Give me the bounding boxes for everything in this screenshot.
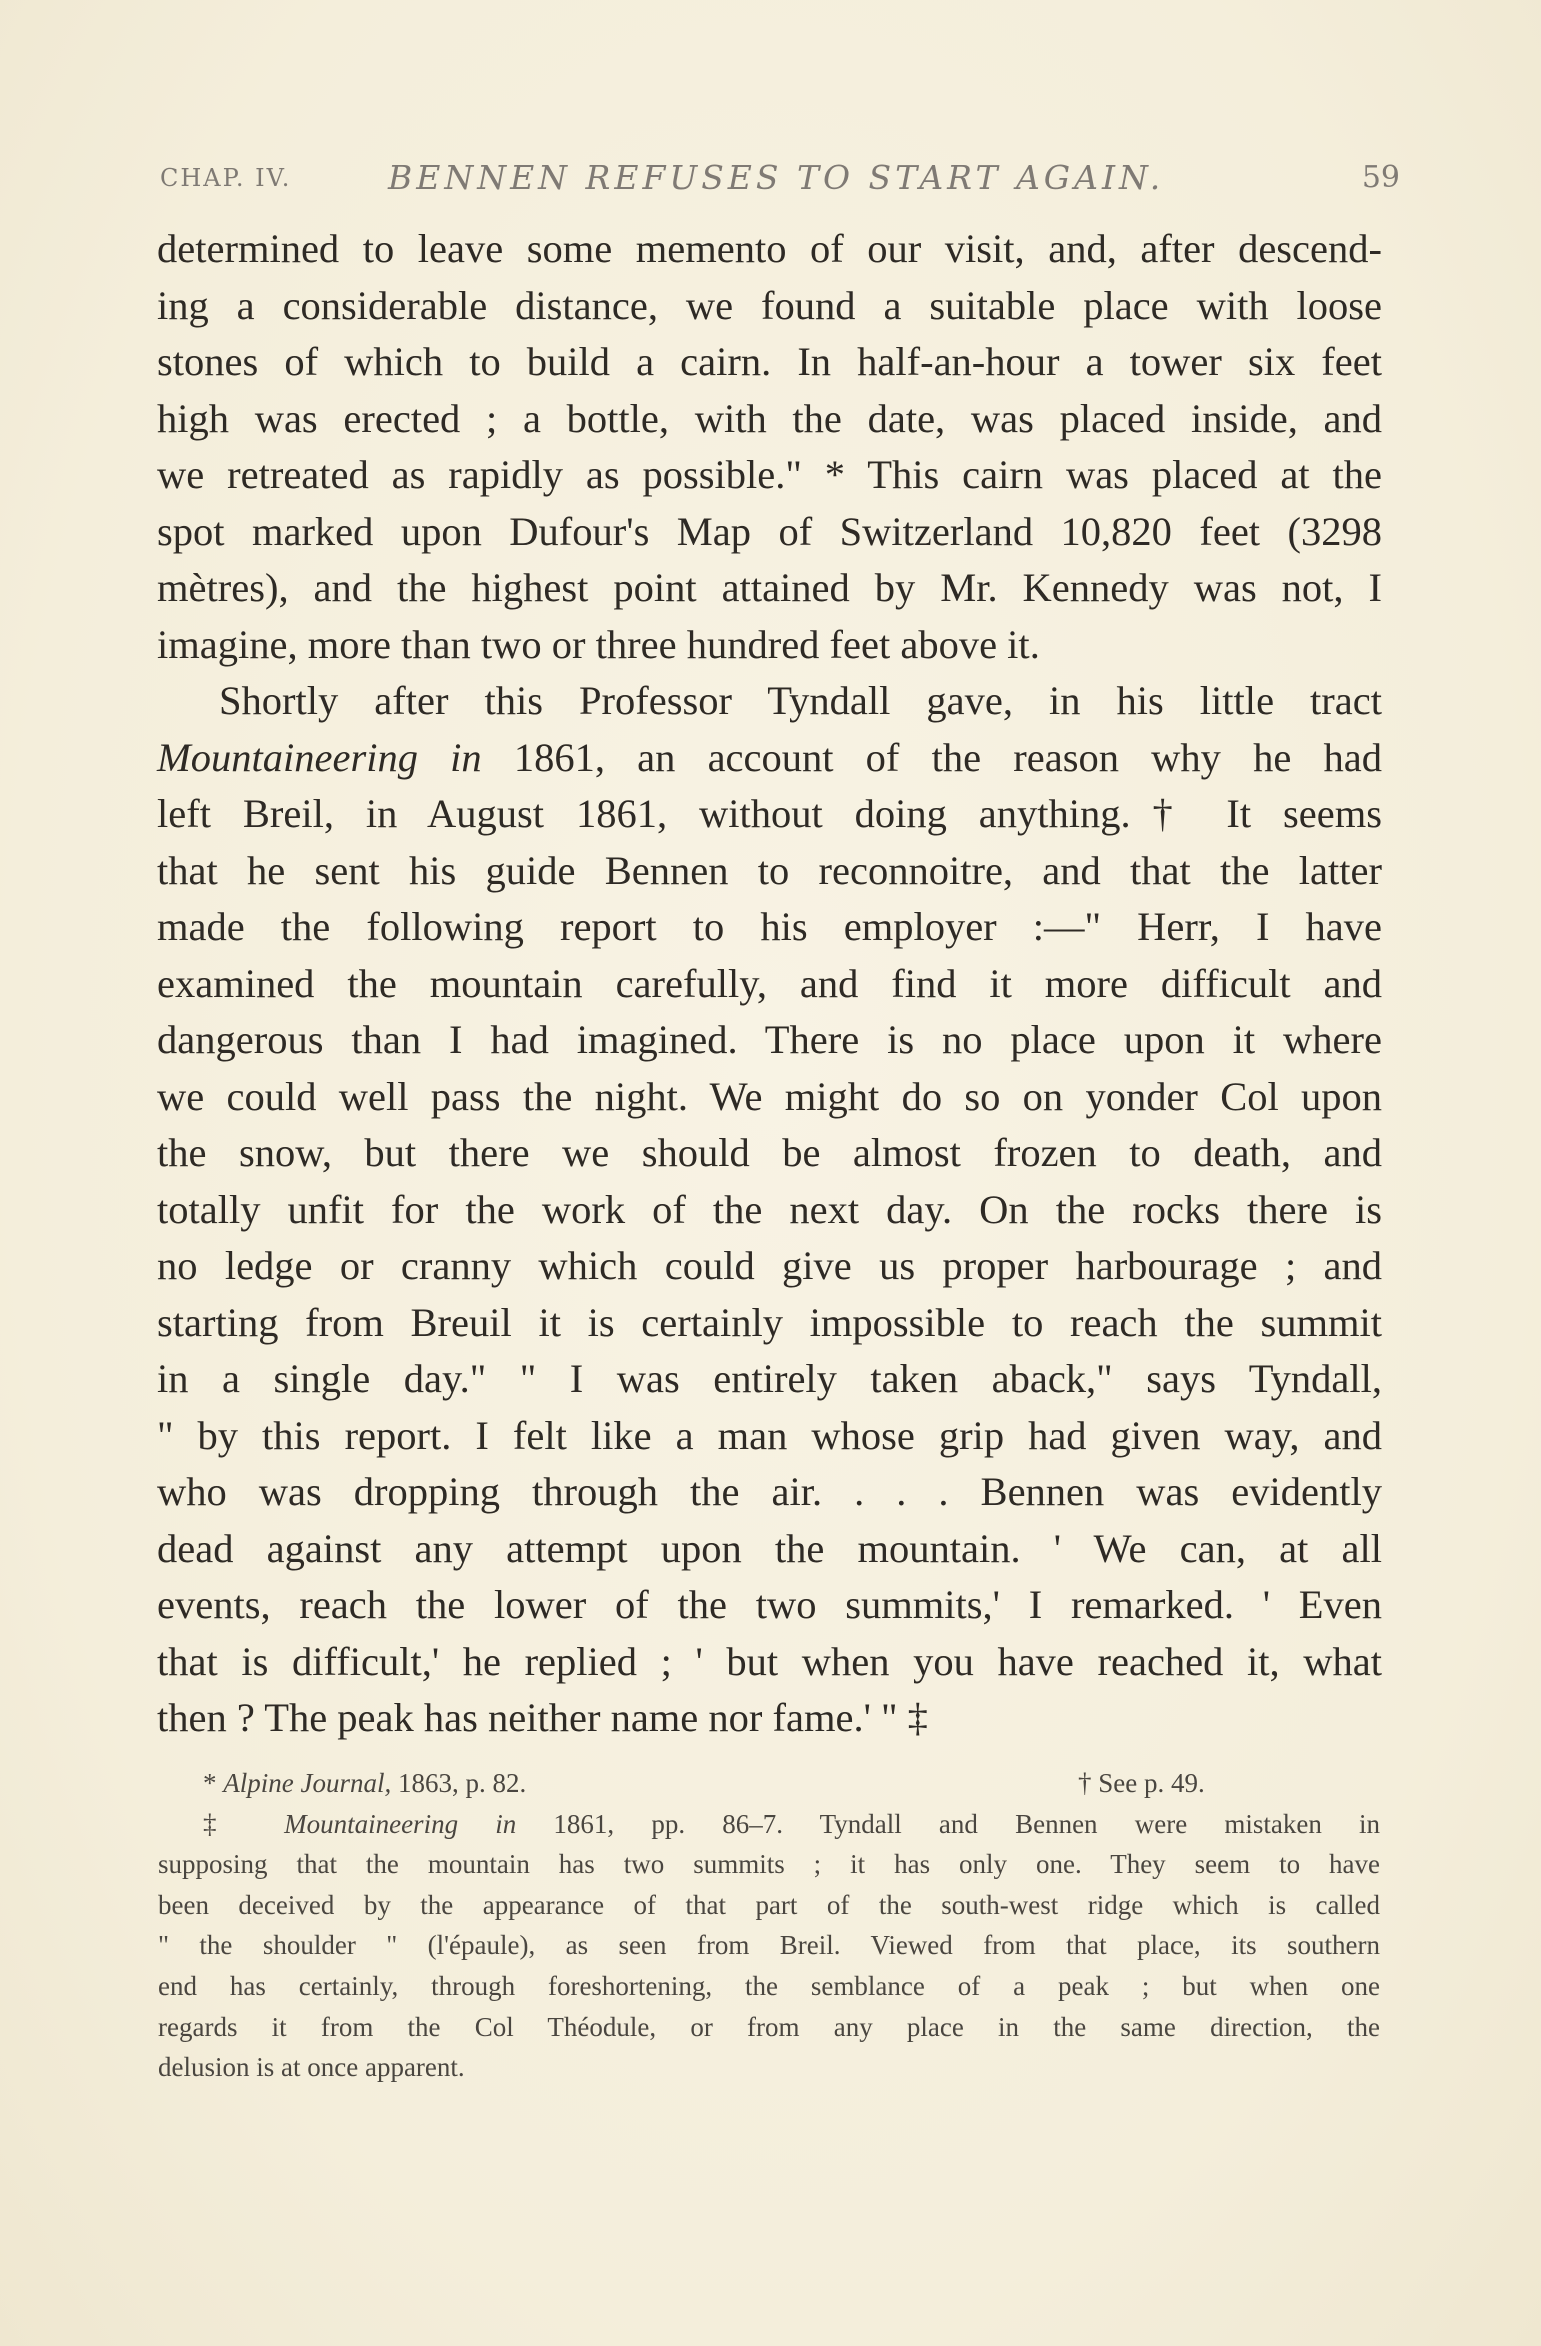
main-text <box>157 221 1382 1747</box>
text-line: events, reach the lower of the two summits,' I remarked. ' Even <box>157 1582 1382 1627</box>
text-line: in a single day." " I was entirely taken aback," says Tyndall, <box>157 1356 1382 1401</box>
text-line: starting from Breuil it is certainly impossible to reach the summit <box>157 1299 1382 1345</box>
text-line: left Breil, in August 1861, without doing anything.† It seems <box>157 791 1382 836</box>
text-line: made the following report to his employer :—" Herr, I have <box>157 904 1382 949</box>
text-line: that he sent his guide Bennen to reconnoitre, and that the latter <box>157 847 1382 893</box>
footnotes <box>158 1763 1380 2088</box>
text-line: dead against any attempt upon the mountain. ' We can, at all <box>157 1525 1382 1571</box>
footnote-line: been deceived by the appearance of that part of the south-west ridge which is called <box>158 1889 1380 1920</box>
text-line: high was erected ; a bottle, with the date, was placed inside, and <box>157 395 1382 441</box>
footnote-text: 1863, p. 82. <box>391 1768 527 1798</box>
text-line: that is difficult,' he replied ; ' but when you have reached it, what <box>157 1638 1382 1684</box>
footnote-source-italic: Alpine Journal, <box>223 1768 392 1798</box>
footnote-line: end has certainly, through foreshortening, the semblance of a peak ; but when one <box>158 1970 1380 2001</box>
footnote-line: regards it from the Col Théodule, or from any place in the same direction, the <box>158 2011 1380 2042</box>
text-line: stones of which to build a cairn. In half-an-hour a tower six feet <box>157 339 1382 384</box>
text-line: determined to leave some memento of our visit, and, after descend- <box>157 226 1382 271</box>
text-line: ing a considerable distance, we found a suitable place with loose <box>157 282 1382 328</box>
text-line: mètres), and the highest point attained by Mr. Kennedy was not, I <box>157 565 1382 610</box>
footnote-row-1 <box>158 1763 1380 1804</box>
footnote-source-italic: Mountaineering in <box>284 1808 517 1839</box>
footnote-mountaineering <box>158 1804 1380 1845</box>
book-title-italic: Mountaineering in <box>157 734 482 780</box>
chapter-label: CHAP. IV. <box>160 164 292 192</box>
text-run: 1861, an account of the reason why he had <box>481 734 1382 780</box>
footnote-alpine-journal <box>203 1763 526 1804</box>
footnote-line: supposing that the mountain has two summits ; it has only one. They seem to have <box>158 1849 1380 1880</box>
text-line: we retreated as rapidly as possible." * This cairn was placed at the <box>157 452 1382 497</box>
text-line: " by this report. I felt like a man whose grip had given way, and <box>157 1412 1382 1458</box>
footnote-mark: * <box>203 1768 217 1798</box>
footnote-line: " the shoulder " (l'épaule), as seen from Breil. Viewed from that place, its southern <box>158 1930 1380 1961</box>
text-line: spot marked upon Dufour's Map of Switzerland 10,820 feet (3298 <box>157 508 1382 554</box>
text-line: totally unfit for the work of the next day. On the rocks there is <box>157 1186 1382 1232</box>
text-line: then ? The peak has neither name nor fame.' " ‡ <box>157 1695 928 1740</box>
text-line: we could well pass the night. We might do so on yonder Col upon <box>157 1073 1382 1119</box>
page-number: 59 <box>1361 160 1400 195</box>
text-line-mixed <box>157 730 1382 787</box>
footnote-mark: ‡ <box>203 1808 247 1839</box>
running-title: BENNEN REFUSES TO START AGAIN. <box>388 158 1165 197</box>
text-line: no ledge or cranny which could give us proper harbourage ; and <box>157 1243 1382 1288</box>
footnote-see-page: † See p. 49. <box>1078 1768 1205 1798</box>
text-line: imagine, more than two or three hundred feet above it. <box>157 621 1040 667</box>
text-line: Shortly after this Professor Tyndall gave, in his little tract <box>219 678 1382 723</box>
text-line: the snow, but there we should be almost frozen to death, and <box>157 1130 1382 1175</box>
text-line: dangerous than I had imagined. There is no place upon it where <box>157 1017 1382 1062</box>
text-line: who was dropping through the air. . . . Bennen was evidently <box>157 1469 1382 1514</box>
text-line: examined the mountain carefully, and find it more difficult and <box>157 960 1382 1006</box>
footnote-text: 1861, pp. 86–7. Tyndall and Bennen were mistaken in <box>516 1808 1380 1839</box>
footnote-line: delusion is at once apparent. <box>158 2052 465 2083</box>
running-header <box>160 158 1400 198</box>
